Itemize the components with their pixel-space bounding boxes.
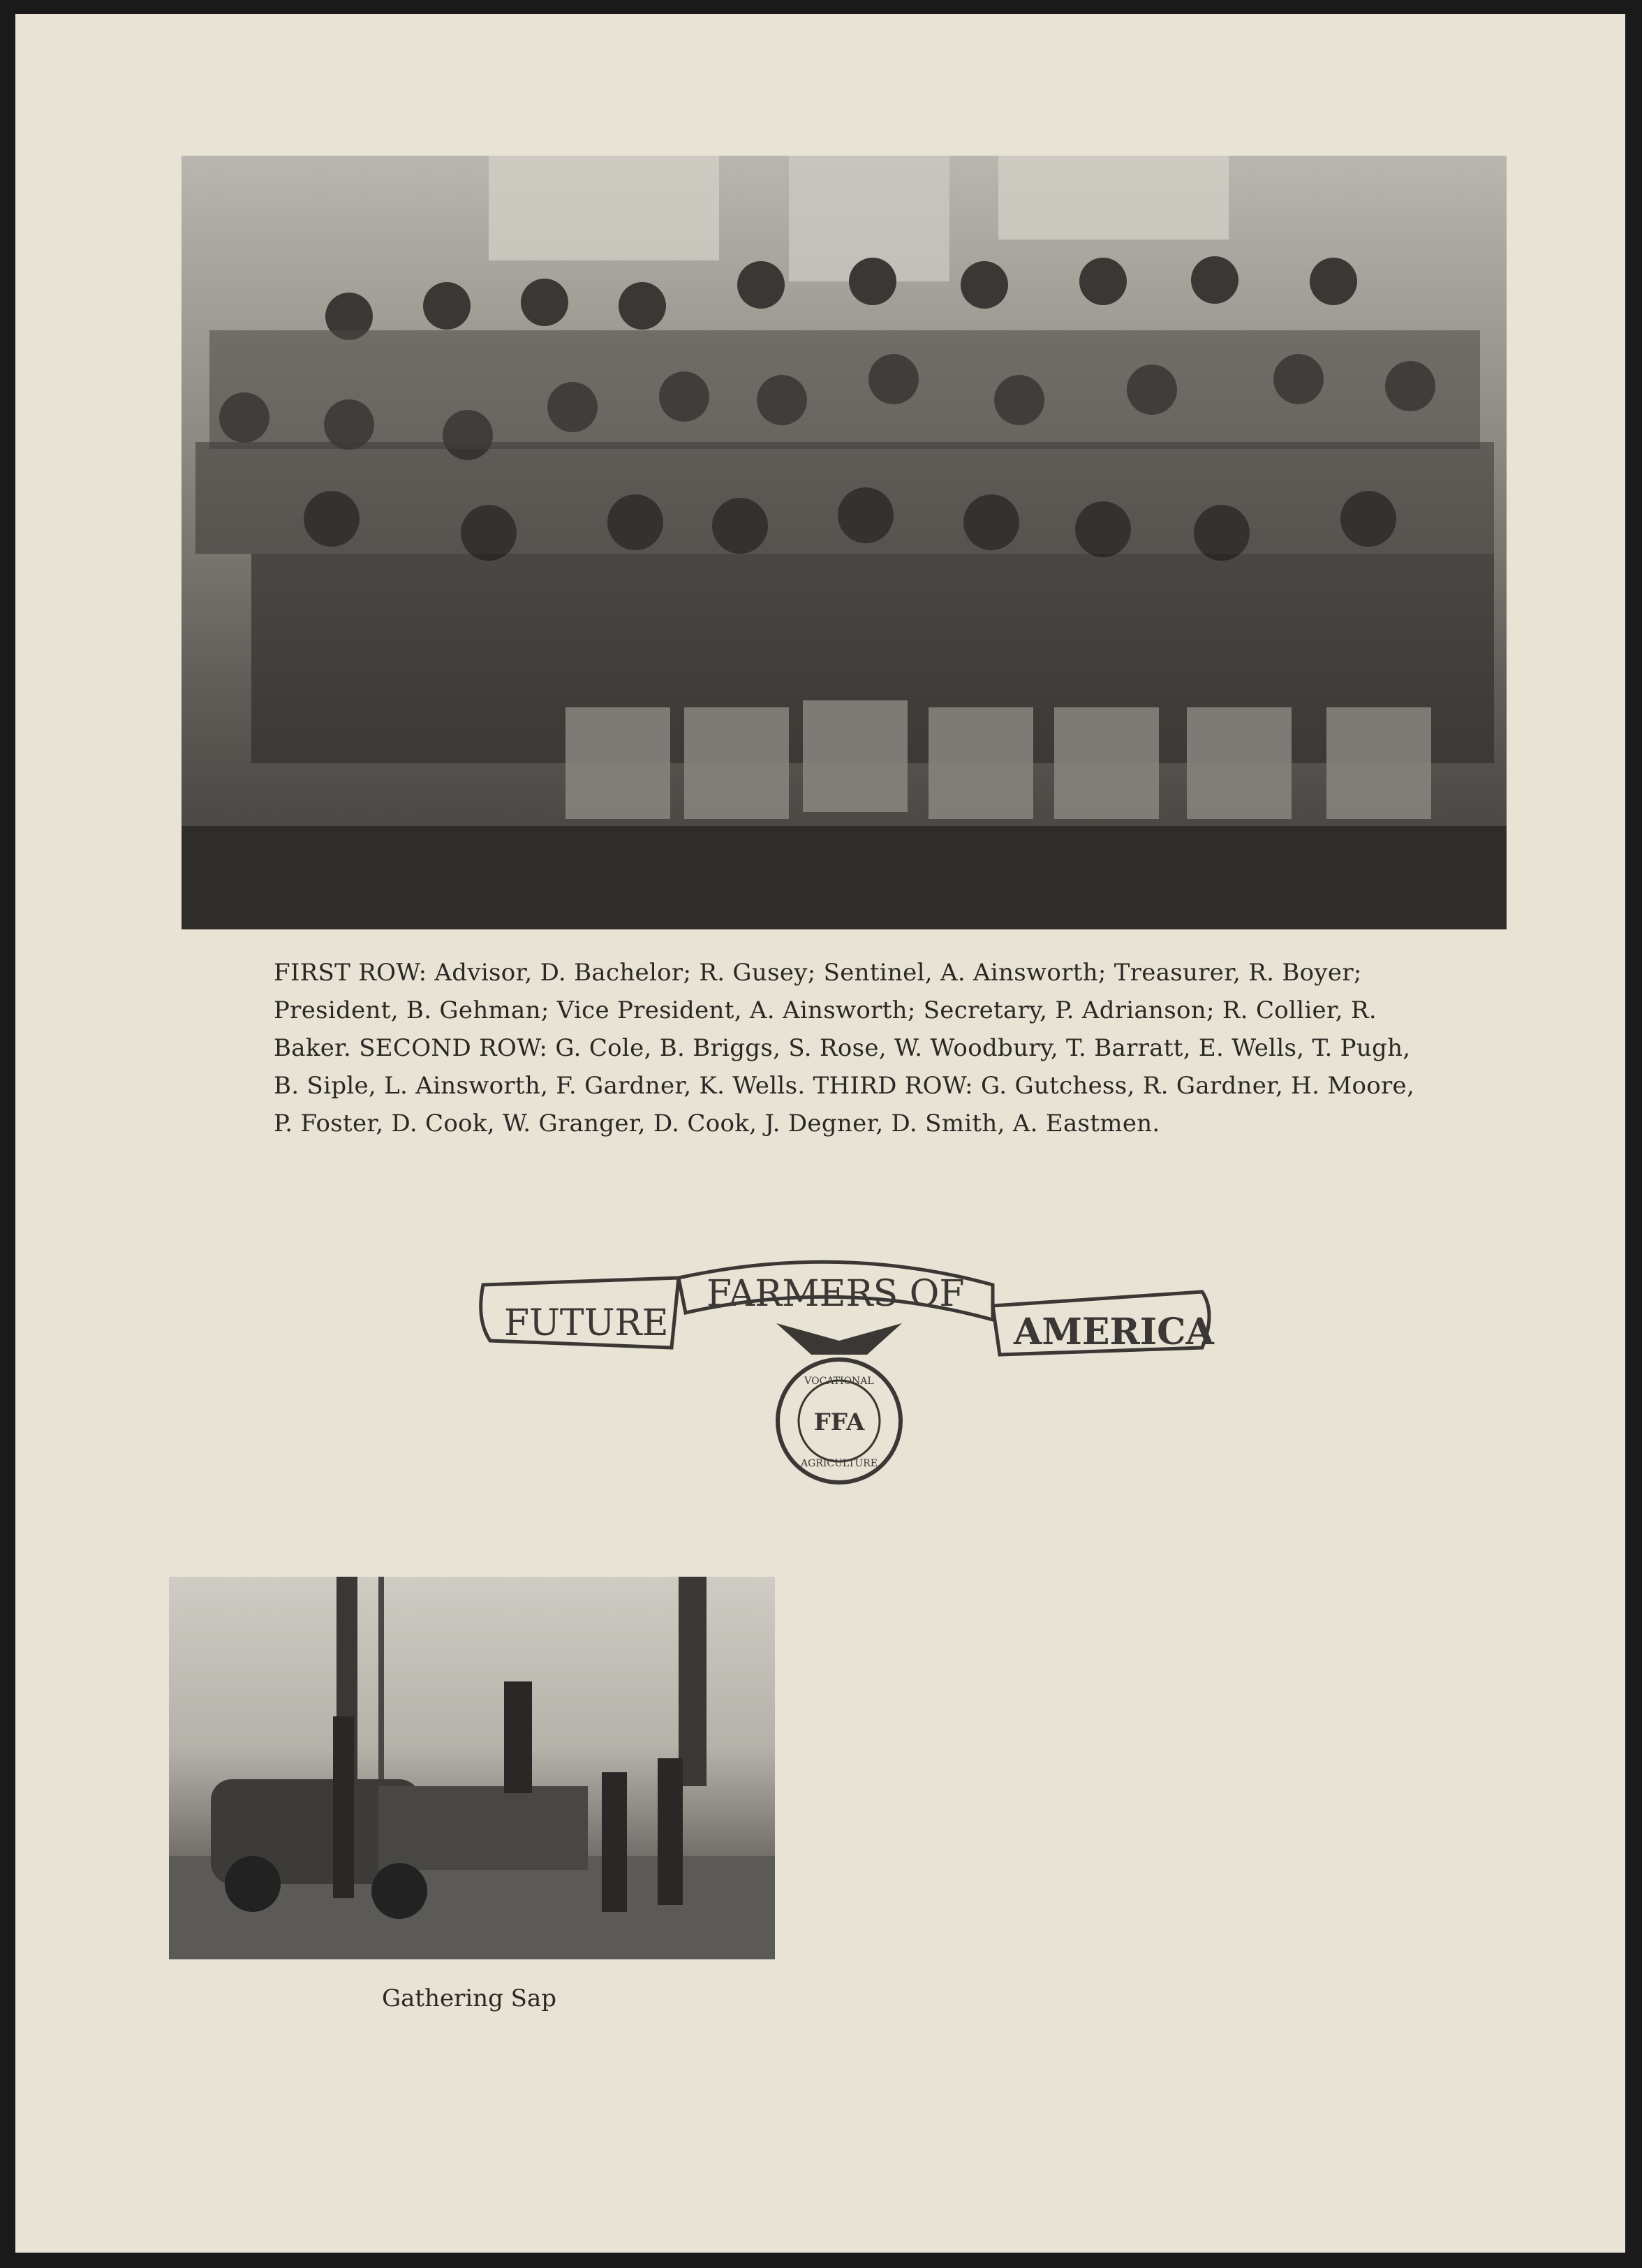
ribbon-word-left: FUTURE (504, 1302, 669, 1344)
seal-text-bottom: AGRICULTURE (801, 1458, 878, 1469)
group-caption: FIRST ROW: Advisor, D. Bachelor; R. Gusey; Sentinel, A. Ainsworth; Treasurer, R. Boyer; President, B. Gehman; Vice President, A. Ainsworth; Secretary, P. Adrianson; R. Collier, R. Baker. SECOND ROW: G. Cole, B. Briggs, S. Rose, W. Woodbury, T. Barratt, E. Wells, T. Pugh, B. Siple, L. Ainsworth, F. Gardner, K. Wells. THIRD ROW: G. Gutchess, R. Gardner, H. Moore, P. Foster, D. Cook, W. Granger, D. Cook, J. Degner, D. Smith, A. Eastmen. (274, 959, 1415, 1137)
ribbon-word-right: AMERICA (1014, 1311, 1214, 1353)
seal-center-text: FFA (813, 1408, 865, 1436)
ffa-emblem (476, 1257, 1216, 1487)
ribbon-word-center: FARMERS OF (707, 1273, 965, 1315)
yearbook-page (15, 14, 1625, 2253)
sap-photo-scene (169, 1577, 775, 1959)
group-photo (182, 156, 1507, 929)
sap-caption: Gathering Sap (381, 1984, 557, 2012)
group-photo-silhouettes (182, 156, 1507, 929)
seal-text-top: VOCATIONAL (804, 1376, 874, 1387)
sap-photo (169, 1577, 775, 1959)
eagle-icon (776, 1323, 902, 1355)
